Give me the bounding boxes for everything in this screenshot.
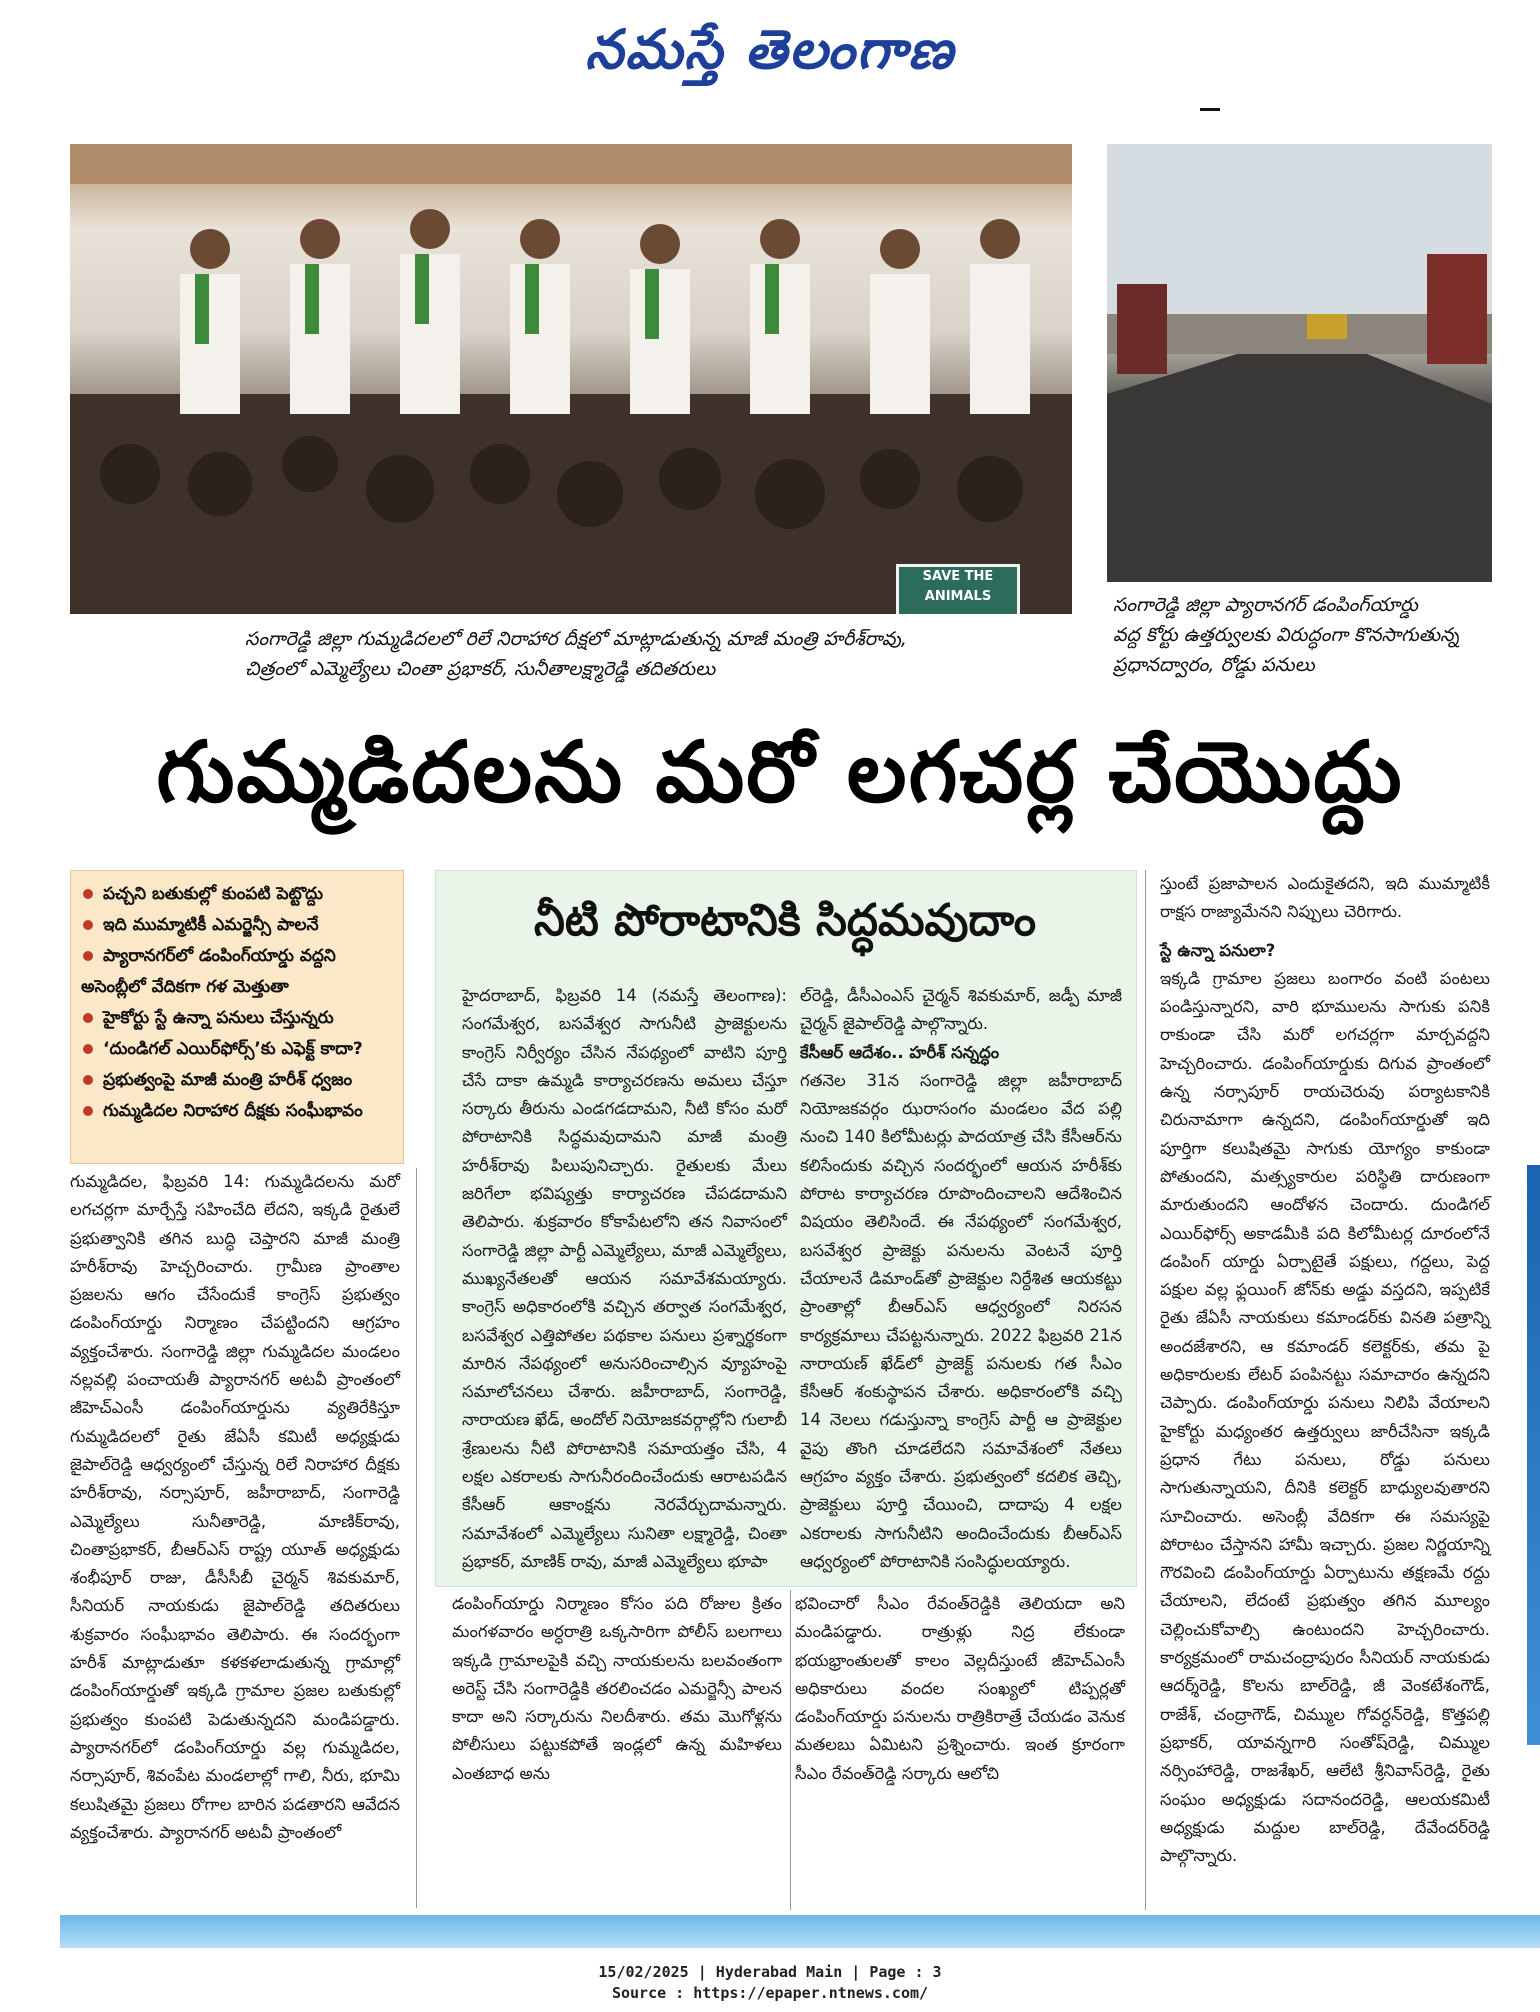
footer-band [60, 1915, 1540, 1948]
highlight-item: ప్యారానగర్‌లో డంపింగ్‌యార్డు వద్దని [81, 941, 397, 972]
page-edge-strip [1527, 1165, 1540, 1745]
article-column-4 [1160, 870, 1490, 1870]
page-footer [0, 1962, 1540, 2004]
article-column-2: డంపింగ్‌యార్డు నిర్మాణం కోసం పది రోజుల క్రితం మంగళవారం అర్ధరాత్రి ఒక్కసారిగా పోలీస్ బలగాలు ఇక్కడి గ్రామాలపైకి వచ్చి నాయకులను బలవంతంగా అరెస్ట్ చేసి సంగారెడ్డికి తరలించడం ఎమర్జెన్సీ పాలన కాదా అని సర్కారును నిలదీశారు. తమ మొగోళ్లను పోలీసులు పట్టుకపోతే ఇండ్లలో ఉన్న మహిళలు ఎంతబాధ అను [452, 1594, 782, 1783]
box-column-1: హైదరాబాద్, ఫిబ్రవరి 14 (నమస్తే తెలంగాణ): సంగమేశ్వర, బసవేశ్వర సాగునీటి ప్రాజెక్టులను కాంగ్రెస్ నిర్వీర్యం చేసిన నేపథ్యంలో వాటిని పూర్తి చేసే దాకా ఉమ్మడి కార్యాచరణను అమలు చేస్తూ సర్కారు తీరును ఎండగడదామని, నీటి కోసం మరో పోరాటానికి సిద్ధమవుదామని మాజీ మంత్రి హరీశ్‌రావు పిలుపునిచ్చారు. రైతులకు మేలు జరిగేలా భవిష్యత్తు కార్యాచరణ చేపడదామని తెలిపారు. శుక్రవారం కోకాపేటలోని తన నివాసంలో సంగారెడ్డి జిల్లా పార్టీ ఎమ్మెల్యేలు, మాజీ ఎమ్మెల్యేలు, ముఖ్యనేతలతో ఆయన సమావేశమయ్యారు. కాంగ్రెస్ అధికారంలోకి వచ్చిన తర్వాత సంగమేశ్వర, బసవేశ్వర ఎత్తిపోతల పథకాల పనులు ప్రశ్నార్థకంగా మారిన నేపథ్యంలో అనుసరించాల్సిన వ్యూహంపై సమాలోచనలు చేశారు. జహీరాబాద్, సంగారెడ్డి, నారాయణ ఖేడ్, అందోల్ నియోజకవర్గాల్లోని గులాబీ శ్రేణులను నీటి పోరాటానికి సమాయత్తం చేసి, 4 లక్షల ఎకరాలకు సాగునీరందించేందుకు ఆరాటపడిన కేసీఆర్ ఆకాంక్షను నెరవేర్చుదామన్నారు. సమావేశంలో ఎమ్మెల్యేలు సునితా లక్ష్మారెడ్డి, చింతా ప్రభాకర్, మాణిక్ రావు, మాజీ ఎమ్మెల్యేలు భూపా [462, 986, 787, 1571]
highlight-item: పచ్చని బతుకుల్లో కుంపటి పెట్టొద్దు [81, 879, 397, 910]
protest-caption-line-2: చిత్రంలో ఎమ్మెల్యేలు చింతా ప్రభాకర్, సునీతాలక్ష్మారెడ్డి తదితరులు [245, 658, 716, 680]
footer-edition-info: 15/02/2025 | Hyderabad Main | Page : 3 [598, 1963, 942, 1981]
main-headline: గుమ్మడిదలను మరో లగచర్ల చేయొద్దు [156, 722, 1404, 821]
highlight-item: ఇది ముమ్మాటికీ ఎమర్జెన్సీ పాలనే [81, 910, 397, 941]
box-column-2 [800, 982, 1122, 1576]
protest-photo-illustration [70, 144, 1072, 614]
bullet-icon [83, 1075, 93, 1085]
column-divider [416, 1168, 417, 1908]
box-column-2-para-2: గతనెల 31న సంగారెడ్డి జిల్లా జహీరాబాద్ నియోజకవర్గం ఝరాసంగం మండలం వేద పల్లి నుంచి 140 కిలోమీటర్లు పాదయాత్ర చేసి కేసీఆర్‌ను కలిసేందుకు వచ్చిన సందర్భంలో ఆయన హరీశ్‌కు పోరాట కార్యాచరణ రూపొందించాలని ఆదేశించిన విషయం తెలిసిందే. ఈ నేపథ్యంలో సంగమేశ్వర, బసవేశ్వర ప్రాజెక్టు పనులను వెంటనే పూర్తి చేయాలనే డిమాండ్‌తో ప్రాజెక్టుల నిర్దేశిత ఆయకట్టు ప్రాంతాల్లో బీఆర్‌ఎస్ ఆధ్వర్యంలో నిరసన కార్యక్రమాలు చేపట్టనున్నారు. 2022 ఫిబ్రవరి 21న నారాయణ్ ఖేడ్‌లో ప్రాజెక్ట్ పనులకు గత సీఎం కేసీఆర్ శంకుస్థాపన చేశారు. అధికారంలోకి వచ్చి 14 నెలలు గడుస్తున్నా కాంగ్రెస్ పార్టీ ఆ ప్రాజెక్టుల వైపు తొంగి చూడలేదని సమావేశంలో నేతలు ఆగ్రహం వ్యక్తం చేశారు. ప్రభుత్వంలో కదలిక తెచ్చి, ప్రాజెక్టులు పూర్తి చేయించి, దాదాపు 4 లక్షల ఎకరాలకు సాగునీటిని అందించేందుకు బీఆర్‌ఎస్ ఆధ్వర్యంలో పోరాటానికి సంసిద్ధులయ్యారు. [800, 1070, 1122, 1571]
article-column-1: గుమ్మడిదల, ఫిబ్రవరి 14: గుమ్మడిదలను మరో లగచర్లగా మార్చేస్తే సహించేది లేదని, ఇక్కడి రైతులే ప్రభుత్వానికి తగిన బుద్ధి చెప్తారని మాజీ మంత్రి హరీశ్‌రావు హెచ్చరించారు. గ్రామీణ ప్రాంతాల ప్రజలను ఆగం చేసేందుకే కాంగ్రెస్ ప్రభుత్వం డంపింగ్‌యార్డు నిర్మాణం చేపట్టిందని ఆగ్రహం వ్యక్తంచేశారు. సంగారెడ్డి జిల్లా గుమ్మడిదల మండలం నల్లవల్లి పంచాయతీ ప్యారానగర్ అటవీ ప్రాంతంలో జీహెచ్‌ఎంసీ డంపింగ్‌యార్డును వ్యతిరేకిస్తూ గుమ్మడిదలలో రైతు జేఏసీ కమిటీ అధ్యక్షుడు జైపాల్‌రెడ్డి ఆధ్వర్యంలో చేస్తున్న రిలే నిరాహార దీక్షకు హరీశ్‌రావు, నర్సాపూర్, జహీరాబాద్, సంగారెడ్డి ఎమ్మెల్యేలు సునీతారెడ్డి, మాణిక్‌రావు, చింతాప్రభాకర్, బీఆర్‌ఎస్ రాష్ట్ర యూత్ అధ్యక్షుడు శంభీపూర్ రాజు, డీసీసీబీ చైర్మన్ శివకుమార్, సీనియర్ నాయకుడు జైపాల్‌రెడ్డి తదితరులు శుక్రవారం సంఘీభావం తెలిపారు. ఈ సందర్భంగా హరీశ్ మాట్లాడుతూ కళకళలాడుతున్న గ్రామాల్లో డంపింగ్‌యార్డుతో ఇక్కడి గ్రామాల ప్రజల బతుకుల్లో ప్రభుత్వం కుంపటి పెడుతున్నదని మండిపడ్డారు. ప్యారానగర్‌లో డంపింగ్‌యార్డు వల్ల గుమ్మడిదల, నర్సాపూర్, శివంపేట మండలాల్లో గాలి, నీరు, భూమి కలుషితమై ప్రజలు రోగాల బారిన పడతారని ఆవేదన వ్యక్తంచేశారు. ప్యారానగర్ అటవీ ప్రాంతంలో [70, 1172, 400, 1842]
column-4-para-2: ఇక్కడి గ్రామాల ప్రజలు బంగారం వంటి పంటలు పండిస్తున్నారని, వారి భూములను సాగుకు పనికి రాకుండా చేసి మరో లగచర్లగా మార్చవద్దని హెచ్చరించారు. డంపింగ్‌యార్డుకు దిగువ ప్రాంతంలో ఉన్న నర్సాపూర్ రాయచెరువు పర్యాటకానికి చిరునామాగా ఉన్నదని, డంపింగ్‌యార్డుతో ఇది పూర్తిగా కలుషితమై సాగుకు యోగ్యం కాకుండా పోతుందని, మత్స్యకారుల పరిస్థితి దారుణంగా మారుతుందని ఆందోళన చెందారు. దుండిగల్ ఎయిర్‌ఫోర్స్ అకాడమీకి పది కిలోమీటర్ల దూరంలోనే డంపింగ్ యార్డు ఏర్పాటైతే పక్షులు, గద్దలు, పెద్ద పక్షుల వల్ల ఫ్లయింగ్ జోన్‌కు అడ్డు వస్తదని, ఇప్పటికే రైతు జేఏసీ నాయకులు కమాండర్‌కు వినతి పత్రాన్ని అందజేశారని, ఆ కమాండర్ కలెక్టర్‌కు, తమ పై అధికారులకు లేటర్ పంపినట్టు సమాచారం ఉన్నదని చెప్పారు. డంపింగ్‌యార్డు పనులు నిలిపి వేయాలని హైకోర్టు మధ్యంతర ఉత్తర్వులు జారీచేసినా ఇక్కడి ప్రధాన గేటు పనులు, రోడ్డు పనులు సాగుతున్నాయని, దీనికి కలెక్టర్ బాధ్యులవుతారని సూచించారు. అసెంబ్లీ వేదికగా ఈ సమస్యపై పోరాటం చేస్తానని హామీ ఇచ్చారు. ప్రజల నిర్ణయాన్ని గౌరవించి డంపింగ్‌యార్డు ఏర్పాటును తక్షణమే రద్దు చేయాలని, లేదంటే ప్రభుత్వం తగిన మూల్యం చెల్లించుకోవాల్సి ఉంటుందని హెచ్చరించారు. కార్యక్రమంలో రామచంద్రాపురం సీనియర్ నాయకుడు ఆదర్శ్‌రెడ్డి, కొలను బాల్‌రెడ్డి, జీ వెంకటేశంగౌడ్, రాజేశ్, చంద్రాగౌడ్, చిమ్ముల గోవర్ధన్‌రెడ్డి, కొత్తపల్లి ప్రభాకర్, యావన్నగారి సంతోష్‌రెడ్డి, చిమ్ముల నర్సింహారెడ్డి, రాజశేఖర్, ఆలేటి శ్రీనివాస్‌రెడ్డి, రైతు సంఘం అధ్యక్షుడు సదానందరెడ్డి, ఆలయకమిటీ అధ్యక్షుడు మద్దుల బాల్‌రెడ్డి, దేవేందర్‌రెడ్డి పాల్గొన్నారు. [1160, 968, 1490, 1866]
masthead [0, 18, 1540, 95]
bullet-icon [83, 889, 93, 899]
bullet-icon [83, 920, 93, 930]
box-column-2-para-1: ల్‌రెడ్డి, డీసీఎంఎస్ చైర్మన్ శివకుమార్, జడ్పీ మాజీ చైర్మన్ జైపాల్‌రెడ్డి పాల్గొన్నారు. [800, 986, 1122, 1034]
masthead-dash [1200, 108, 1220, 111]
road-caption-line-1: సంగారెడ్డి జిల్లా ప్యారానగర్ డంపింగ్‌యార్డు [1113, 594, 1418, 616]
road-works-illustration [1107, 144, 1492, 582]
column-divider [1145, 870, 1146, 1910]
highlight-item: ‘దుండిగల్ ఎయిర్‌ఫోర్స్’కు ఎఫెక్ట్ కాదా? [81, 1034, 397, 1065]
road-photo-caption [1113, 590, 1493, 680]
footer-source-link[interactable]: Source : https://epaper.ntnews.com/ [611, 1984, 929, 2002]
bullet-icon [83, 1044, 93, 1054]
bullet-icon [83, 1106, 93, 1116]
road-caption-line-3: ప్రధానద్వారం, రోడ్డు పనులు [1113, 654, 1315, 676]
article-column-3: భవించారో సీఎం రేవంత్‌రెడ్డికి తెలియదా అని మండిపడ్డారు. రాత్రుళ్లు నిద్ర లేకుండా భయభ్రాంతులతో కాలం వెల్లదీస్తుంటే జీహెచ్‌ఎంసీ అధికారులు వందల సంఖ్యలో టిప్పర్లతో డంపింగ్‌యార్డు పనులను రాత్రికిరాత్రే చేయడం వెనుక మతలబు ఏమిటని ప్రశ్నించారు. ఇంత క్రూరంగా సీఎం రేవంత్‌రెడ్డి సర్కారు ఆలోచి [795, 1594, 1125, 1783]
highlights-box [70, 870, 404, 1164]
protest-photo-caption [245, 624, 1085, 684]
highlight-item: హైకోర్టు స్టే ఉన్నా పనులు చేస్తున్నరు [81, 1003, 397, 1034]
highlight-item: ప్రభుత్వంపై మాజీ మంత్రి హరీశ్ ధ్వజం [81, 1065, 397, 1096]
save-the-animals-sign: SAVE THE ANIMALS [896, 564, 1020, 614]
column-4-para-1: స్తుంటే ప్రజాపాలన ఎందుకైతదని, ఇది ముమ్మాటికీ రాక్షస రాజ్యామేనని నిప్పులు చెరిగారు. [1160, 874, 1490, 922]
highlight-item: గుమ్మడిదల నిరాహార దీక్షకు సంఘీభావం [81, 1096, 397, 1127]
box-title: నీటి పోరాటానికి సిద్ధమవుదాం [533, 895, 1037, 946]
highlight-item-continued: అసెంబ్లీలో వేదికగా గళ మెత్తుతా [81, 977, 289, 997]
column-divider [790, 1590, 791, 1910]
road-caption-line-2: వద్ద కోర్టు ఉత్తర్వులకు విరుద్ధంగా కొనసాగుతున్న [1113, 624, 1460, 646]
protest-photo [70, 144, 1072, 614]
newspaper-name: నమస్తే తెలంగాణ [585, 18, 955, 81]
bullet-icon [83, 951, 93, 961]
highlights-list [71, 871, 403, 1127]
protest-caption-line-1: సంగారెడ్డి జిల్లా గుమ్మడిదలలో రిలే నిరాహార దీక్షలో మాట్లాడుతున్న మాజీ మంత్రి హరీశ్‌రావు, [245, 628, 907, 650]
road-works-photo [1107, 144, 1492, 582]
bullet-icon [83, 1013, 93, 1023]
column-4-subheading: స్టే ఉన్నా పనులా? [1160, 940, 1276, 960]
box-subheading: కేసీఆర్ ఆదేశం.. హరీశ్ సన్నద్ధం [800, 1042, 1000, 1062]
